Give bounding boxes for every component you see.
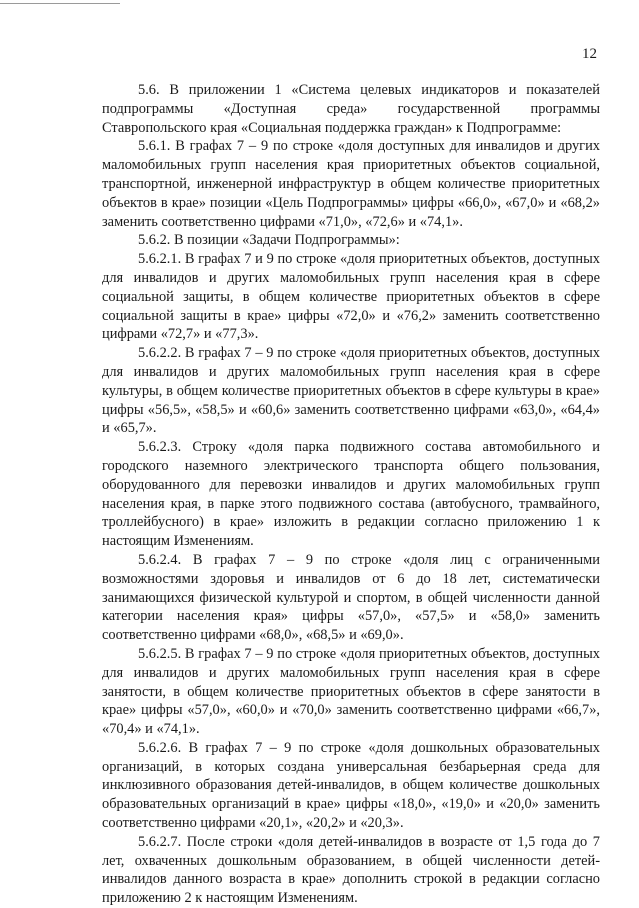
paragraph-5-6-2-7: 5.6.2.7. После строки «доля детей-инвалидов в возрасте от 1,5 года до 7 лет, охваченных дошкольным образованием, в общей численности детей-инвалидов данного возраста в крае» дополнить строкой в редакции согласно приложению 2 к настоящим Изменениям. [102,833,600,907]
scan-artifact-line [0,3,120,4]
page-number: 12 [582,46,597,62]
paragraph-5-6-1: 5.6.1. В графах 7 – 9 по строке «доля доступных для инвалидов и других маломобильных групп населения края приоритетных объектов социальной, транспортной, инженерной инфраструктур в общем количестве приоритетных объектов в крае» позиции «Цель Подпрограммы» цифры «66,0», «67,0» и «68,2» заменить соответственно цифрами «71,0», «72,6» и «74,1». [102,138,600,230]
paragraph-5-6-2-3: 5.6.2.3. Строку «доля парка подвижного состава автомобильного и городского наземного электрического транспорта общего пользования, оборудованного для перевозки инвалидов и других маломобильных групп населения края, в парке этого подвижного состава (автобусного, трамвайного, троллейбусного) в крае» изложить в редакции согласно приложению 1 к настоящим Изменениям. [102,439,600,550]
paragraph-5-6-2-5: 5.6.2.5. В графах 7 – 9 по строке «доля приоритетных объектов, доступных для инвалидов и других маломобильных групп населения края в сфере занятости, в общем количестве приоритетных объектов в сфере занятости в крае» цифры «57,0», «60,0» и «70,0» заменить соответственно цифрами «66,7», «70,4» и «74,1». [102,645,600,738]
paragraph-5-6: 5.6. В приложении 1 «Система целевых индикаторов и показателей подпрограммы «Доступная среда» государственной программы Ставропольского края «Социальная поддержка граждан» к Подпрограмме: [102,82,600,136]
paragraph-5-6-2-1: 5.6.2.1. В графах 7 и 9 по строке «доля приоритетных объектов, доступных для инвалидов и других маломобильных групп населения края в сфере социальной защиты, в общем количестве приоритетных объектов в сфере социальной защиты в крае» цифры «72,0» и «76,2» заменить соответственно цифрами «72,7» и «77,3». [102,251,600,343]
paragraph-5-6-2-6: 5.6.2.6. В графах 7 – 9 по строке «доля дошкольных образовательных организаций, в которых создана универсальная безбарьерная среда для инклюзивного образования детей-инвалидов, в общем количестве дошкольных образовательных организаций в крае» цифры «18,0», «19,0» и «20,0» заменить соответственно цифрами «20,1», «20,2» и «20,3». [102,739,600,832]
document-body [102,81,600,908]
paragraph-5-6-2-4: 5.6.2.4. В графах 7 – 9 по строке «доля лиц с ограниченными возможностями здоровья и инвалидов от 6 до 18 лет, систематически занимающихся физической культурой и спортом, в общей численности данной категории населения края» цифры «57,0», «57,5» и «58,0» заменить соответственно цифрами «68,0», «68,5» и «69,0». [102,551,600,644]
paragraph-5-6-2: 5.6.2. В позиции «Задачи Подпрограммы»: [138,232,400,249]
paragraph-5-6-2-2: 5.6.2.2. В графах 7 – 9 по строке «доля приоритетных объектов, доступных для инвалидов и других маломобильных групп населения края в сфере культуры, в общем количестве приоритетных объектов в сфере культуры в крае» цифры «56,5», «58,5» и «60,6» заменить соответственно цифрами «63,0», «64,4» и «65,7». [102,345,600,437]
